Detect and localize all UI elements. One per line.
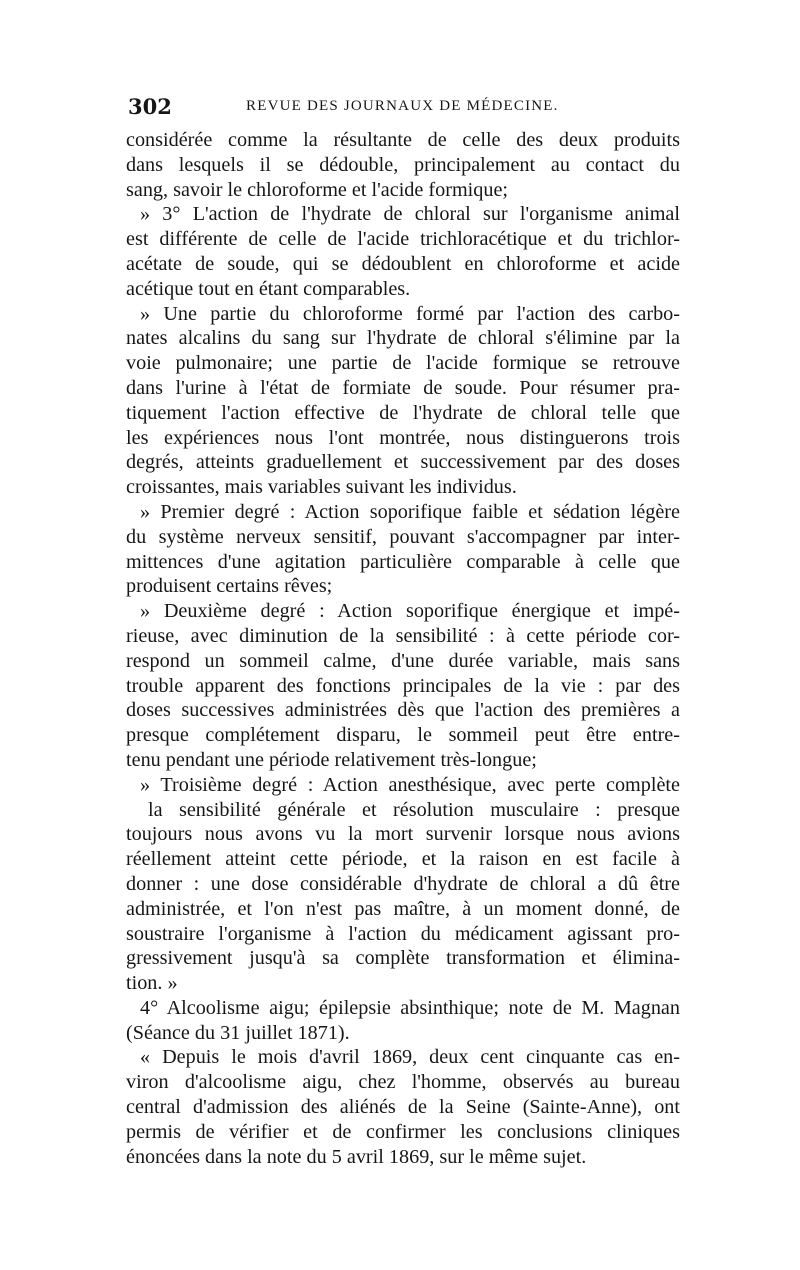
text-line: » 3° L'action de l'hydrate de chloral sur l'organisme animal	[140, 203, 680, 226]
page-header	[128, 94, 680, 120]
text-line: tiquement l'action effective de l'hydrate de chloral telle que	[126, 401, 680, 424]
text-line: central d'admission des aliénés de la Seine (Sainte-Anne), ont	[126, 1096, 680, 1119]
text-line: énoncées dans la note du 5 avril 1869, sur le même sujet.	[126, 1145, 587, 1168]
text-line: considérée comme la résultante de celle des deux produits	[126, 129, 680, 151]
text-line: produisent certains rêves;	[126, 575, 333, 598]
running-head: REVUE DES JOURNAUX DE MÉDECINE.	[246, 98, 559, 114]
page-number: 302	[128, 94, 172, 119]
text-line: sang, savoir le chloroforme et l'acide formique;	[126, 178, 509, 201]
text-line: acétate de soude, qui se dédoublent en chloroforme et acide	[126, 252, 680, 275]
text-line: la sensibilité générale et résolution musculaire : presque	[148, 798, 680, 821]
text-line: » Premier degré : Action soporifique faible et sédation légère	[140, 500, 680, 523]
text-line: 4° Alcoolisme aigu; épilepsie absinthique; note de M. Magnan	[140, 996, 680, 1019]
text-line: « Depuis le mois d'avril 1869, deux cent cinquante cas en-	[140, 1046, 680, 1069]
body-text	[126, 128, 680, 1169]
text-line: » Une partie du chloroforme formé par l'action des carbo-	[140, 302, 680, 325]
text-line: les expériences nous l'ont montrée, nous distinguerons trois	[126, 426, 680, 449]
text-line: soustraire l'organisme à l'action du médicament agissant pro-	[126, 922, 680, 945]
text-line: tion. »	[126, 972, 178, 995]
text-line: permis de vérifier et de confirmer les conclusions cliniques	[126, 1120, 680, 1143]
text-line: rieuse, avec diminution de la sensibilité : à cette période cor-	[126, 624, 680, 647]
text-line: dans lesquels il se dédouble, principalement au contact du	[126, 153, 680, 176]
text-line: gressivement jusqu'à sa complète transformation et élimina-	[126, 947, 680, 970]
text-line: » Deuxième degré : Action soporifique énergique et impé-	[140, 600, 680, 623]
text-line: viron d'alcoolisme aigu, chez l'homme, observés au bureau	[126, 1071, 680, 1094]
text-line: trouble apparent des fonctions principales de la vie : par des	[126, 674, 680, 697]
text-line: croissantes, mais variables suivant les individus.	[126, 476, 517, 499]
text-line: nates alcalins du sang sur l'hydrate de chloral s'élimine par la	[126, 327, 680, 350]
text-line: est différente de celle de l'acide trichloracétique et du trichlor-	[126, 228, 680, 251]
text-line: tenu pendant une période relativement très-longue;	[126, 748, 537, 771]
text-line: voie pulmonaire; une partie de l'acide formique se retrouve	[126, 352, 680, 375]
text-line: dans l'urine à l'état de formiate de soude. Pour résumer pra-	[126, 376, 680, 399]
text-line: mittences d'une agitation particulière comparable à celle que	[126, 550, 680, 573]
text-line: » Troisième degré : Action anesthésique, avec perte complète	[140, 773, 680, 796]
text-line: doses successives administrées dès que l'action des premières a	[126, 699, 680, 722]
text-line: donner : une dose considérable d'hydrate de chloral a dû être	[126, 872, 680, 895]
text-line: administrée, et l'on n'est pas maître, à un moment donné, de	[126, 897, 680, 920]
text-line: toujours nous avons vu la mort survenir lorsque nous avions	[126, 823, 680, 846]
text-line: du système nerveux sensitif, pouvant s'accompagner par inter-	[126, 525, 680, 548]
text-line: presque complétement disparu, le sommeil peut être entre-	[126, 724, 680, 747]
text-line: degrés, atteints graduellement et successivement par des doses	[126, 451, 680, 474]
text-line: (Séance du 31 juillet 1871).	[126, 1021, 350, 1044]
text-line: acétique tout en étant comparables.	[126, 277, 411, 300]
text-line: réellement atteint cette période, et la raison en est facile à	[126, 848, 680, 871]
text-line: respond un sommeil calme, d'une durée variable, mais sans	[126, 649, 680, 672]
